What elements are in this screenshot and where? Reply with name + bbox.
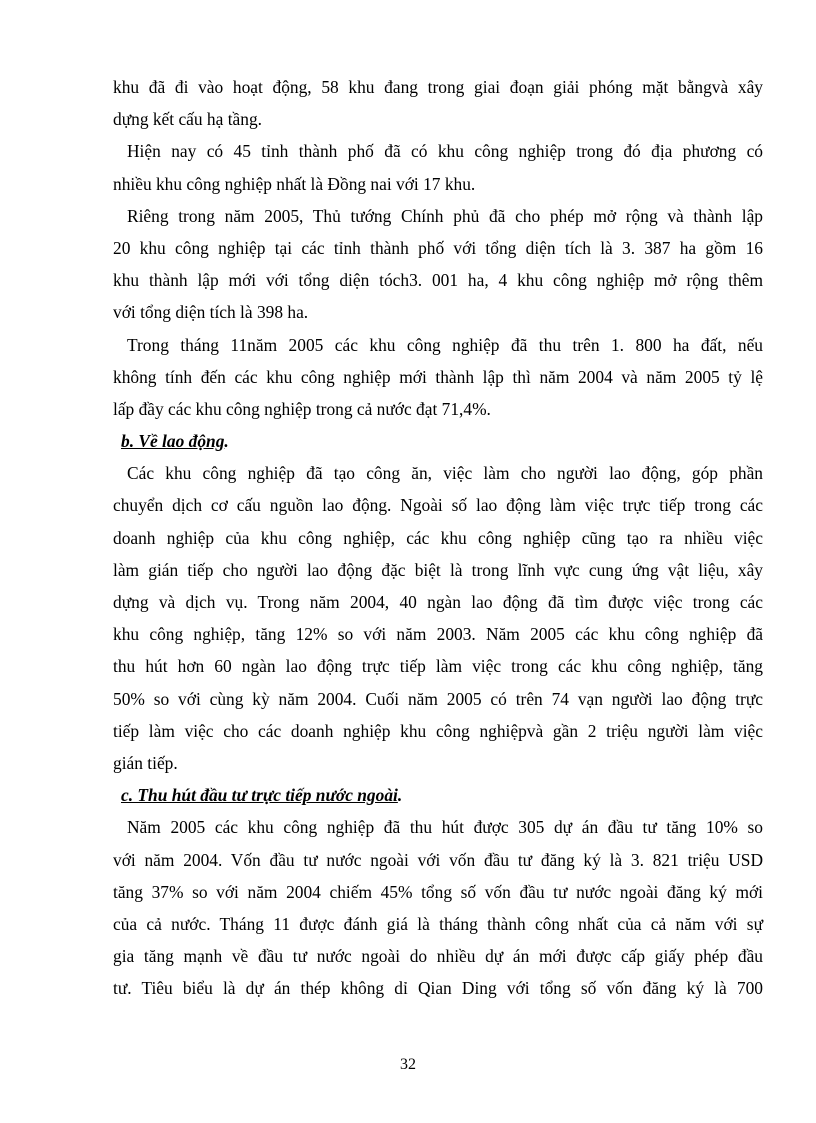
body-text: [113, 71, 763, 1004]
text-line: 50% so với cùng kỳ năm 2004. Cuối năm 2005 có trên 74 vạn người lao động trực: [113, 688, 763, 709]
text-line: thu hút hơn 60 ngàn lao động trực tiếp làm việc trong các khu công nghiệp, tăng: [113, 656, 763, 677]
paragraph-first-line: Riêng trong năm 2005, Thủ tướng Chính phủ đã cho phép mở rộng và thành lập: [127, 205, 763, 226]
text-line: khu đã đi vào hoạt động, 58 khu đang trong giai đoạn giải phóng mặt bằngvà xây: [113, 77, 763, 97]
text-line: khu thành lập mới với tổng diện tóch3. 001 ha, 4 khu công nghiệp mở rộng thêm: [113, 270, 763, 291]
text-line: chuyển dịch cơ cấu nguồn lao động. Ngoài số lao động làm việc trực tiếp trong các: [113, 495, 763, 516]
text-line: dựng kết cấu hạ tầng.: [113, 109, 262, 130]
section-heading-label: c. Thu hút đầu tư trực tiếp nước ngoài: [121, 785, 398, 806]
section-heading-suffix: .: [224, 431, 229, 452]
text-line: tiếp làm việc cho các doanh nghiệp khu công nghiệpvà gần 2 triệu người làm việc: [113, 720, 763, 741]
text-line: không tính đến các khu công nghiệp mới thành lập thì năm 2004 và năm 2005 tỷ lệ: [113, 366, 763, 387]
text-line: với năm 2004. Vốn đầu tư nước ngoài với vốn đầu tư đăng ký là 3. 821 triệu USD: [113, 849, 763, 870]
text-line: doanh nghiệp của khu công nghiệp, các khu công nghiệp cũng tạo ra nhiều việc: [113, 527, 763, 548]
text-line: tăng 37% so với năm 2004 chiếm 45% tổng số vốn đầu tư nước ngoài đăng ký mới: [113, 881, 763, 902]
section-heading-label: b. Về lao động: [121, 431, 225, 452]
paragraph-first-line: Các khu công nghiệp đã tạo công ăn, việc làm cho người lao động, góp phần: [127, 463, 763, 484]
text-line: nhiều khu công nghiệp nhất là Đồng nai với 17 khu.: [113, 173, 476, 194]
text-line: khu công nghiệp, tăng 12% so với năm 2003. Năm 2005 các khu công nghiệp đã: [113, 624, 763, 645]
text-line: gia tăng mạnh về đầu tư nước ngoài do nhiều dự án mới được cấp giấy phép đầu: [113, 946, 763, 967]
paragraph-first-line: Trong tháng 11năm 2005 các khu công nghiệp đã thu trên 1. 800 ha đất, nếu: [127, 334, 763, 355]
paragraph-first-line: Năm 2005 các khu công nghiệp đã thu hút được 305 dự án đầu tư tăng 10% so: [127, 817, 763, 838]
text-line: làm gián tiếp cho người lao động đặc biệt là trong lĩnh vực cung ứng vật liệu, xây: [113, 559, 763, 580]
section-heading-suffix: .: [397, 785, 403, 806]
section-heading-labor: [113, 425, 763, 457]
text-line: với tổng diện tích là 398 ha.: [113, 302, 309, 323]
text-line: lấp đầy các khu công nghiệp trong cả nước đạt 71,4%.: [113, 398, 491, 419]
text-line: dựng và dịch vụ. Trong năm 2004, 40 ngàn lao động đã tìm được việc trong các: [113, 592, 763, 612]
page-number: 32: [400, 1056, 416, 1073]
section-heading-fdi: [113, 779, 763, 811]
text-line: tư. Tiêu biểu là dự án thép không dỉ Qian Ding với tổng số vốn đăng ký là 700: [113, 978, 763, 999]
paragraph-first-line: Hiện nay có 45 tỉnh thành phố đã có khu công nghiệp trong đó địa phương có: [127, 141, 763, 162]
text-line: gián tiếp.: [113, 752, 178, 773]
text-line: 20 khu công nghiệp tại các tỉnh thành phố với tổng diện tích là 3. 387 ha gồm 16: [113, 237, 763, 258]
text-line: của cả nước. Tháng 11 được đánh giá là tháng thành công nhất của cả năm với sự: [113, 913, 763, 934]
